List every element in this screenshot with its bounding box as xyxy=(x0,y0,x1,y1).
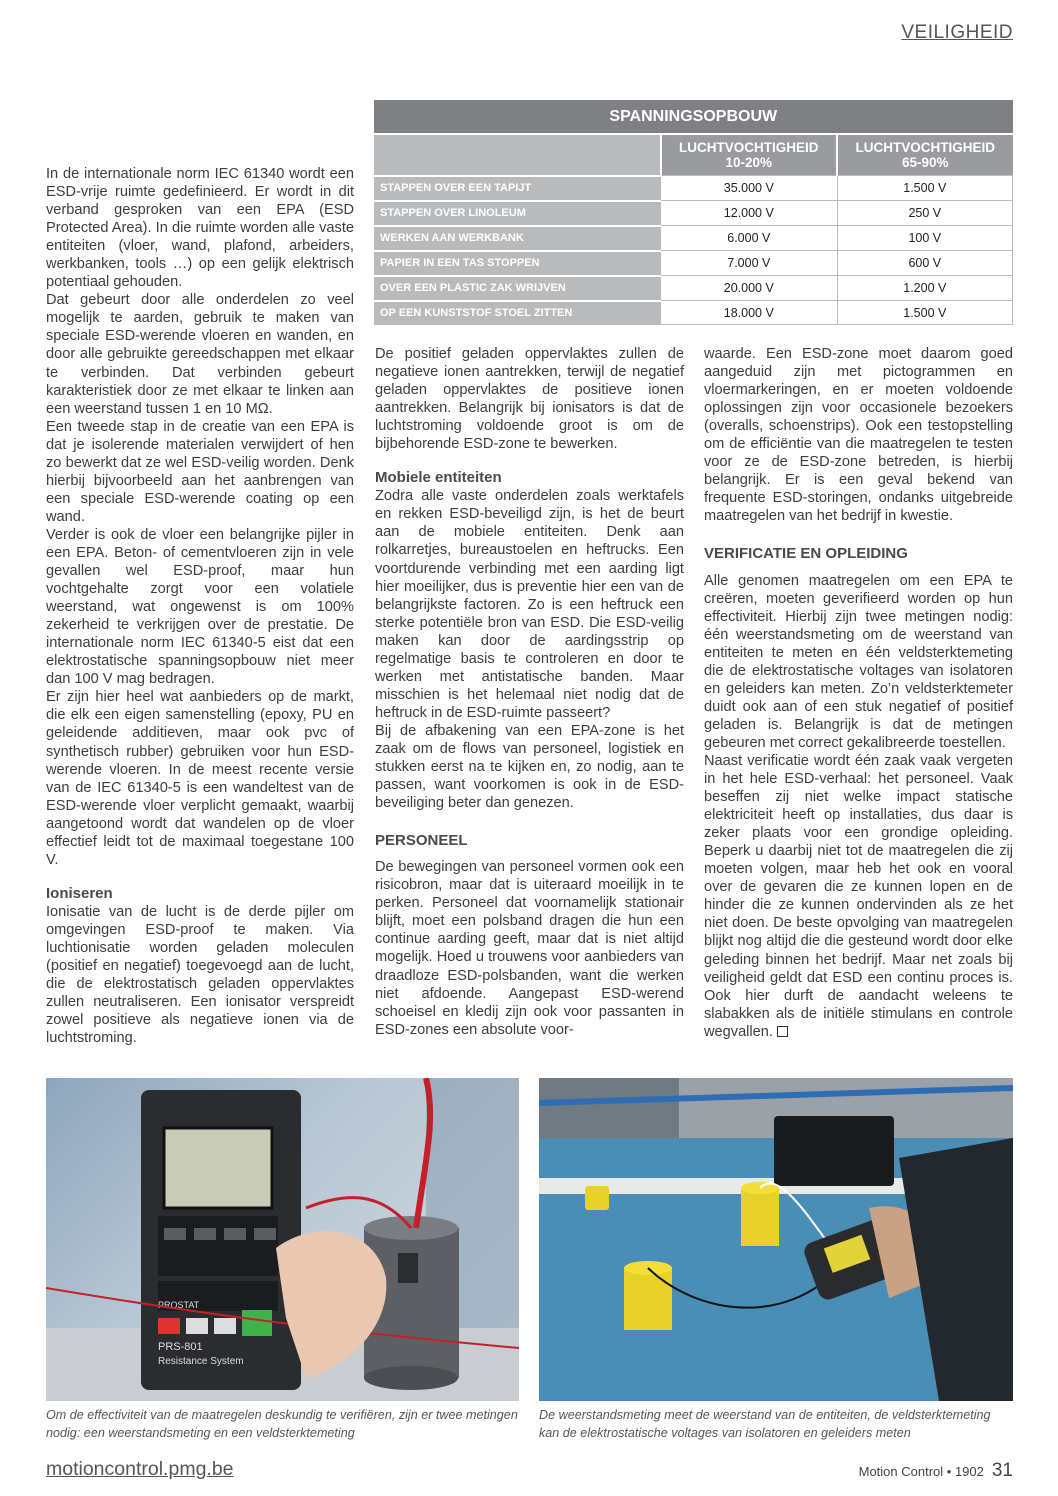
photo-illustration xyxy=(539,1078,1013,1401)
row-value-high: 1.500 V xyxy=(837,301,1012,325)
row-label: WERKEN AAN WERKBANK xyxy=(374,226,661,251)
paragraph xyxy=(704,752,1013,1041)
device-sub: Resistance System xyxy=(158,1356,244,1367)
subheading-personeel: PERSONEEL xyxy=(375,832,468,850)
row-value-low: 35.000 V xyxy=(661,176,838,201)
table-header-col1-line2: 10-20% xyxy=(725,155,773,170)
paragraph: De positief geladen oppervlaktes zullen de negatieve ionen aantrekken, terwijl de negatief geladen oppervlaktes de positieve ionen aantrekken. Belangrijk bij ionisators is dat de luchtstroming voldoende groot is om de bijbehorende ESD-zone te bewerken. xyxy=(375,346,684,453)
row-label: STAPPEN OVER LINOLEUM xyxy=(374,201,661,226)
table-row xyxy=(374,276,1013,301)
subheading-ioniseren: Ioniseren xyxy=(46,884,113,902)
table-header-col1 xyxy=(661,134,838,176)
table-row xyxy=(374,301,1013,325)
table-header-col2 xyxy=(837,134,1012,176)
paragraph-text: Naast verificatie wordt één zaak vaak vergeten in het hele ESD-verhaal: het personeel. Vaak beseffen zij niet welke impact statische elektriciteit heeft op installaties, dus daar is zeker plaats voor een grondige opleiding. Beperk u daarbij niet tot de maatregelen die zij moeten volgen, maar heb het ook en vooral over de gevaren die ze kunnen lopen en de hinder die ze kunnen ondervinden als ze het niet doen. De beste opvolging van maatregelen blijkt nog altijd die die gesteund wordt door elke geleding binnen het bedrijf. Maar net zoals bij veiligheid geldt dat ESD een continu proces is. Ook hier durft de aandacht weleens te slabakken als de initiële stimulans en controle wegvallen. xyxy=(704,752,1013,1040)
paragraph: Bij de afbakening van een EPA-zone is het zaak om de flows van personeel, logistiek en stukken eerst na te kijken en, zo nodig, aan te passen, want voorkomen is ook in de ESD-beveiliging beter dan genezen. xyxy=(375,722,684,812)
row-value-high: 1.200 V xyxy=(837,276,1012,301)
row-label: OVER EEN PLASTIC ZAK WRIJVEN xyxy=(374,276,661,301)
caption-photo-2: De weerstandsmeting meet de weerstand van de entiteiten, de veldsterktemeting kan de elektrostatische voltages van isolatoren en geleiders meten xyxy=(539,1408,991,1440)
article-column-1 xyxy=(46,165,354,1047)
page-number: 31 xyxy=(991,1460,1013,1481)
paragraph: Alle genomen maatregelen om een EPA te creëren, moeten geverifieerd worden op hun effectiviteit. Hierbij zijn twee metingen nodig: één weerstandsmeting om de weerstand van entiteiten te meten en één veldsterktemeting die de elektrostatische voltages van isolatoren en geleiders kan meten. Zo’n veldsterktemeter duidt ook aan of een stuk negatief of positief geladen is. Belangrijk is dat de metingen gebeuren met correct gekalibreerde toestellen. xyxy=(704,572,1013,751)
row-label: PAPIER IN EEN TAS STOPPEN xyxy=(374,251,661,276)
paragraph: In de internationale norm IEC 61340 wordt een ESD-vrije ruimte gedefinieerd. Er wordt in dit verband gesproken van een EPA (ESD Protected Area). In die ruimte worden alle vaste entiteiten (vloer, wand, plafond, arbeiders, werkbanken, tools …) op een gelijk elektrisch potentiaal gehouden. xyxy=(46,166,354,291)
row-value-low: 20.000 V xyxy=(661,276,838,301)
table-row xyxy=(374,176,1013,201)
row-label: STAPPEN OVER EEN TAPIJT xyxy=(374,176,661,201)
voltage-table xyxy=(374,100,1013,325)
paragraph: De bewegingen van personeel vormen ook een risicobron, maar dat is uiteraard moeilijk in te perken. Personeel dat voornamelijk stationair blijft, moet een polsband dragen die hun een continue aarding geeft, maar dat is niet altijd mogelijk. Hoed u trouwens voor aanbieders van draadloze ESD-polsbanden, want die werken niet afdoende. Aangepast ESD-werend schoeisel en kledij zijn ook voor passanten in ESD-zones een absolute voor- xyxy=(375,859,684,1038)
table-header-col2-line2: 65-90% xyxy=(902,155,949,170)
paragraph: Ionisatie van de lucht is de derde pijler om omgevingen ESD-proof te maken. Via luchtionisatie worden geladen moleculen (positief en negatief) toegevoegd aan de lucht, die de elektrostatisch geladen oppervlaktes zullen neutraliseren. Een ionisator verspreidt zowel positieve als negatieve ionen via de luchtstroming. xyxy=(46,903,354,1047)
paragraph: waarde. Een ESD-zone moet daarom goed aangeduid zijn met pictogrammen en vloermarkeringen, en er moeten voldoende oplossingen zijn voor occasionele bezoekers (overalls, schoenstrips). Ook een testopstelling om de efficiëntie van die maatregelen te testen voor ze de ESD-zone betreden, is hierbij belangrijk. Er is een geval bekend van frequente ESD-storingen, ondanks uitgebreide maatregelen van het bedrijf in kwestie. xyxy=(704,346,1013,525)
subheading-verificatie: VERIFICATIE EN OPLEIDING xyxy=(704,545,908,563)
table-row xyxy=(374,226,1013,251)
row-value-high: 1.500 V xyxy=(837,176,1012,201)
row-value-low: 18.000 V xyxy=(661,301,838,325)
subheading-mobiele-entiteiten: Mobiele entiteiten xyxy=(375,469,502,487)
paragraph: Een tweede stap in de creatie van een EPA is dat je isolerende materialen verwijdert of hen zo bewerkt dat ze wel ESD-veilig worden. Denk hierbij bijvoorbeeld aan het aanbrengen van een speciale ESD-werende coating op een wand. xyxy=(46,418,354,525)
section-label: VEILIGHEID xyxy=(901,22,1013,43)
photo-illustration xyxy=(46,1078,519,1401)
paragraph: Dat gebeurt door alle onderdelen zo veel mogelijk te aarden, gebruik te maken van speciale ESD-werende vloeren en wanden, en door alle gebruikte gereedschappen met elkaar te verbinden. Dat verbinden gebeurt karakteristiek door ze met elkaar te linken aan een weerstand tussen 1 en 10 MΩ. xyxy=(46,292,354,417)
photo-resistance-meter xyxy=(46,1078,519,1401)
paragraph: Verder is ook de vloer een belangrijke pijler in een EPA. Beton- of cementvloeren zijn in vele gevallen wel ESD-proof, maar hun vochtgehalte zorgt voor een volatiele weerstand, wat ongewenst is om 100% zekerheid te verkrijgen over de prestatie. De internationale norm IEC 61340-5 eist dat een elektrostatische spanningsopbouw niet meer dan 100 V mag bedragen. xyxy=(46,526,354,688)
row-value-high: 600 V xyxy=(837,251,1012,276)
row-value-low: 12.000 V xyxy=(661,201,838,226)
footer-site-link[interactable]: motioncontrol.pmg.be xyxy=(46,1458,234,1480)
row-label: OP EEN KUNSTSTOF STOEL ZITTEN xyxy=(374,301,661,325)
paragraph: Er zijn hier heel wat aanbieders op de markt, die elk een eigen samenstelling (epoxy, PU en geleidende additieven, maar ook pvc of synthetisch rubber) gebruiken voor hun ESD-werende vloeren. In de meest recente versie van de IEC 61340-5 is een wandeltest van de ESD-werende vloer verplicht gemaakt, waarbij aangetoond wordt dat wandelen op de vloer effectief leidt tot de maximaal toegestane 100 V. xyxy=(46,689,354,868)
row-value-low: 6.000 V xyxy=(661,226,838,251)
end-mark-icon xyxy=(777,1026,788,1037)
table-row xyxy=(374,201,1013,226)
table-header-col2-line1: LUCHTVOCHTIGHEID xyxy=(855,140,996,155)
photo-field-meter xyxy=(539,1078,1013,1401)
device-model: PRS-801 xyxy=(158,1341,203,1353)
article-column-2 xyxy=(375,345,684,1039)
table-title: SPANNINGSOPBOUW xyxy=(374,100,1013,134)
table-header-col1-line1: LUCHTVOCHTIGHEID xyxy=(679,140,819,155)
footer-magazine xyxy=(859,1460,1013,1482)
row-value-high: 100 V xyxy=(837,226,1012,251)
row-value-low: 7.000 V xyxy=(661,251,838,276)
footer-magazine-title: Motion Control • 1902 xyxy=(858,1464,984,1479)
table-row xyxy=(374,251,1013,276)
row-value-high: 250 V xyxy=(837,201,1012,226)
paragraph: Zodra alle vaste onderdelen zoals werktafels en rekken ESD-beveiligd zijn, is het de beurt aan de mobiele entiteiten. Denk aan rolkarretjes, bureaustoelen en heftrucks. Een voortdurende verbinding met een aarding ligt hier moeilijker, dus is preventie hier een van de belangrijkste factoren. Zo is een heftruck een sterke potentiële bron van ESD. Die ESD-veilig maken kan door de aardingsstrip op regelmatige basis te controleren en door te werken met antistatische banden. Maar misschien is het helemaal niet nodig dat de heftruck in de ESD-ruimte passeert? xyxy=(375,488,684,721)
article-column-3 xyxy=(704,345,1013,1041)
caption-photo-1: Om de effectiviteit van de maatregelen deskundig te verifiëren, zijn er twee metingen nodig: een weerstandsmeting en een veldsterktemeting xyxy=(46,1408,518,1440)
device-brand: PROSTAT xyxy=(158,1300,200,1310)
table-header-empty xyxy=(374,134,661,176)
